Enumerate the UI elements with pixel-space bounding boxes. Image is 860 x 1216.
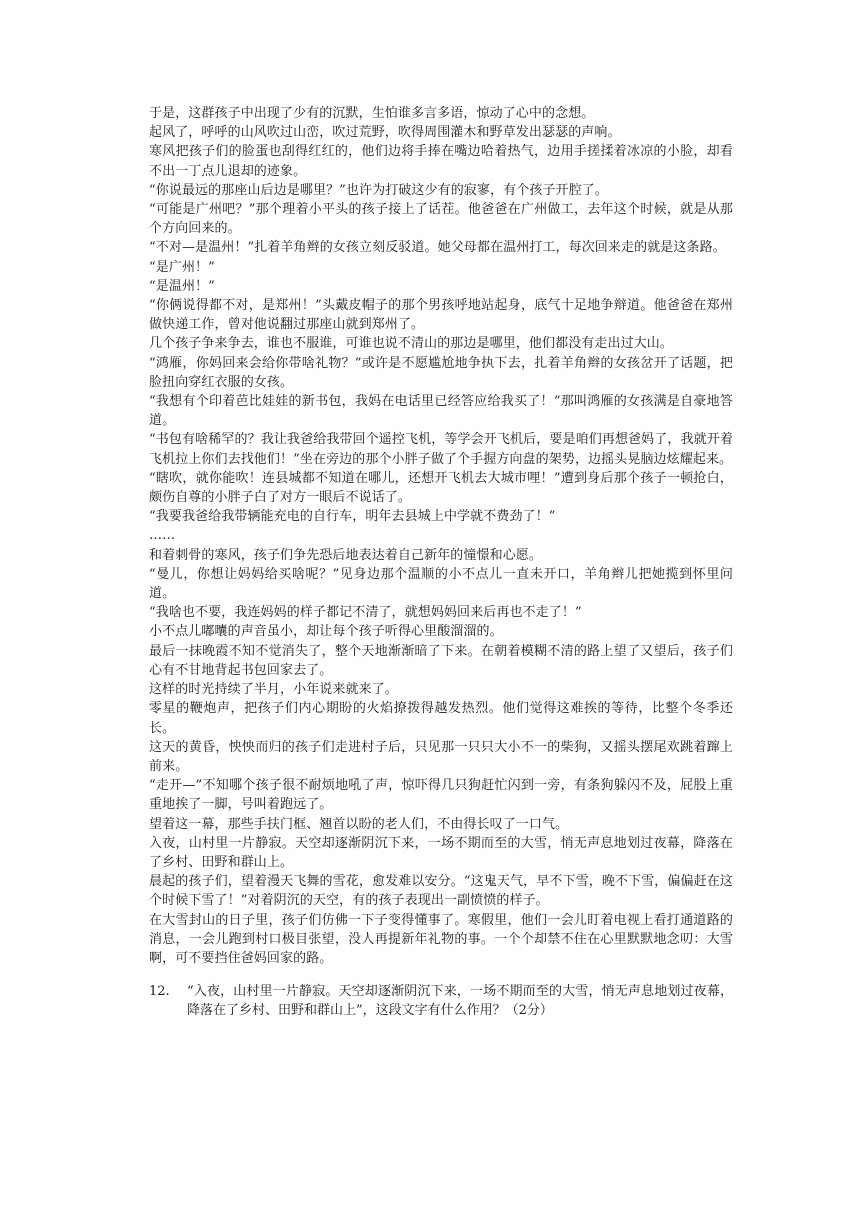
passage-paragraph: “瞎吹，就你能吹！连县城都不知道在哪儿，还想开飞机去大城市哩！”遭到身后那个孩子一顿抢白，颇伤自尊的小胖子白了对方一眼后不说话了。: [149, 470, 733, 506]
passage-paragraph: ……: [149, 528, 176, 544]
passage-paragraph: 望着这一幕，那些手扶门框、翘首以盼的老人们，不由得长叹了一口气。: [149, 816, 569, 832]
passage-paragraph: 晨起的孩子们，望着漫天飞舞的雪花，愈发难以安分。“这鬼天气，早不下雪，晚不下雪，偏偏赶在这个时候下雪了！”对着阴沉的天空，有的孩子表现出一副愤愤的样子。: [149, 874, 733, 909]
passage-paragraph: “是温州！”: [149, 278, 215, 294]
reading-passage: [149, 104, 733, 968]
question-number: 12.: [149, 984, 170, 1000]
passage-paragraph: “我啥也不要，我连妈妈的样子都记不清了，就想妈妈回来后再也不走了！”: [149, 605, 582, 621]
passage-paragraph: 小不点儿嘟囔的声音虽小，却让每个孩子听得心里酸溜溜的。: [149, 624, 503, 640]
passage-paragraph: 零星的鞭炮声，把孩子们内心期盼的火焰撩拨得越发热烈。他们觉得这难挨的等待，比整个冬季还长。: [149, 701, 733, 736]
passage-paragraph: “你说最远的那座山后边是哪里？”也许为打破这少有的寂寥，有个孩子开腔了。: [149, 182, 608, 198]
passage-paragraph: 和着刺骨的寒风，孩子们争先恐后地表达着自己新年的憧憬和心愿。: [149, 547, 543, 563]
passage-paragraph: 最后一抹晚霞不知不觉消失了，整个天地渐渐暗了下来。在朝着模糊不清的路上望了又望后，孩子们心有不甘地背起书包回家去了。: [149, 643, 733, 678]
passage-paragraph: 起风了，呼呼的山风吹过山峦，吹过荒野，吹得周围灌木和野草发出瑟瑟的声响。: [149, 125, 621, 141]
passage-paragraph: “可能是广州吧？”那个理着小平头的孩子接上了话茬。他爸爸在广州做工，去年这个时候，就是从那个方向回来的。: [149, 202, 733, 237]
passage-paragraph: 几个孩子争来争去，谁也不服谁，可谁也说不清山的那边是哪里，他们都没有走出过大山。: [149, 336, 674, 352]
question-text: “入夜，山村里一片静寂。天空却逐渐阴沉下来，一场不期而至的大雪，悄无声息地划过夜幕，降落在了乡村、田野和群山上”，这段文字有什么作用？（2分）: [187, 984, 733, 1019]
passage-paragraph: 这天的黄昏，怏怏而归的孩子们走进村子后，只见那一只只大小不一的柴狗，又摇头摆尾欢跳着蹿上前来。: [149, 739, 733, 774]
passage-paragraph: “是广州！”: [149, 259, 215, 275]
passage-paragraph: “不对—是温州！”扎着羊角辫的女孩立刻反驳道。她父母都在温州打工，每次回来走的就是这条路。: [149, 240, 726, 256]
passage-paragraph: 在大雪封山的日子里，孩子们仿佛一下子变得懂事了。寒假里，他们一会儿盯着电视上看打通道路的消息，一会儿跑到村口极目张望，没人再提新年礼物的事。一个个却禁不住在心里默默地念叨：大雪啊，可不要挡住爸妈回家的路。: [149, 912, 733, 966]
document-page: [149, 104, 733, 1021]
passage-paragraph: 于是，这群孩子中出现了少有的沉默，生怕谁多言多语，惊动了心中的念想。: [149, 106, 595, 121]
passage-paragraph: 入夜，山村里一片静寂。天空却逐渐阴沉下来，一场不期而至的大雪，悄无声息地划过夜幕，降落在了乡村、田野和群山上。: [149, 835, 733, 870]
passage-paragraph: 这样的时光持续了半月，小年说来就来了。: [149, 682, 398, 698]
passage-paragraph: “你俩说得都不对，是郑州！”头戴皮帽子的那个男孩呼地站起身，底气十足地争辩道。他爸爸在郑州做快递工作，曾对他说翻过那座山就到郑州了。: [149, 298, 733, 333]
passage-paragraph: “鸿雁，你妈回来会给你带啥礼物？”或许是不愿尴尬地争执下去，扎着羊角辫的女孩岔开了话题，把脸扭向穿红衣服的女孩。: [149, 355, 733, 390]
passage-paragraph: 寒风把孩子们的脸蛋也刮得红红的，他们边将手捧在嘴边哈着热气，边用手搓揉着冰凉的小脸，却看不出一丁点儿退却的迹象。: [149, 144, 733, 179]
passage-paragraph: “我想有个印着芭比娃娃的新书包，我妈在电话里已经答应给我买了！”那叫鸿雁的女孩满是自豪地答道。: [149, 394, 733, 429]
passage-paragraph: “走开—”不知哪个孩子很不耐烦地吼了声，惊吓得几只狗赶忙闪到一旁，有条狗躲闪不及，屁股上重重地挨了一脚，号叫着跑远了。: [149, 778, 733, 813]
passage-paragraph: “曼儿，你想让妈妈给买啥呢？”见身边那个温顺的小不点儿一直未开口，羊角辫儿把她揽到怀里问道。: [149, 566, 733, 602]
question-12: [149, 982, 733, 1020]
passage-paragraph: “我要我爸给我带辆能充电的自行车，明年去县城上中学就不费劲了！”: [149, 509, 556, 525]
passage-paragraph: “书包有啥稀罕的？我让我爸给我带回个遥控飞机，等学会开飞机后，要是咱们再想爸妈了，我就开着飞机拉上你们去找他们！”坐在旁边的那个小胖子做了个手握方向盘的架势，边摇头晃脑边炫耀起来。: [149, 432, 733, 467]
